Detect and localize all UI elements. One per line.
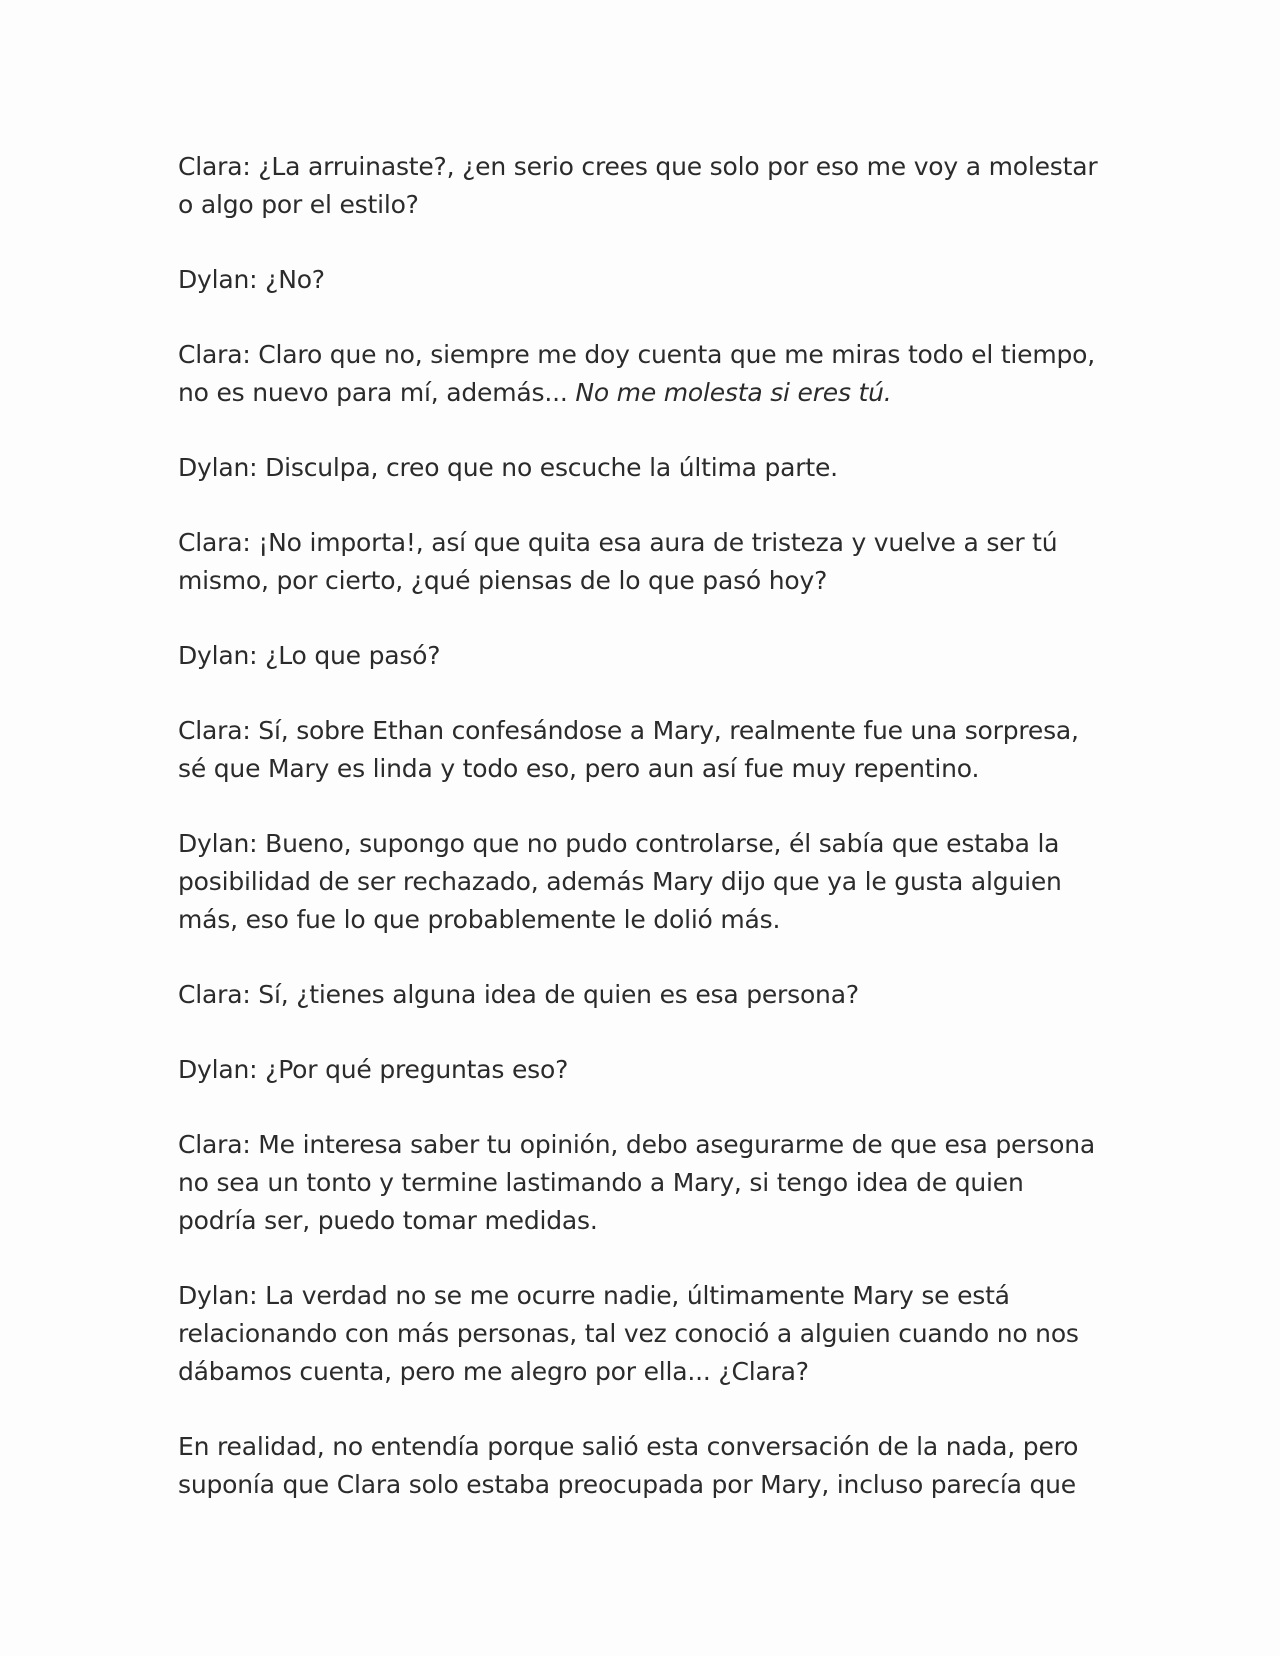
paragraph: [178, 336, 1098, 412]
paragraph: Dylan: Disculpa, creo que no escuche la última parte.: [178, 453, 838, 482]
paragraph: Clara: Me interesa saber tu opinión, debo asegurarme de que esa persona no sea un tonto y termine lastimando a Mary, si tengo idea de quien podría ser, puedo tomar medidas.: [178, 1130, 1095, 1235]
paragraph: Dylan: Bueno, supongo que no pudo controlarse, él sabía que estaba la posibilidad de ser rechazado, además Mary dijo que ya le gusta alguien más, eso fue lo que probablemente le dolió más.: [178, 829, 1062, 934]
paragraph: Dylan: La verdad no se me ocurre nadie, últimamente Mary se está relacionando con más personas, tal vez conoció a alguien cuando no nos dábamos cuenta, pero me alegro por ella... ¿Clara?: [178, 1281, 1079, 1386]
paragraph: En realidad, no entendía porque salió esta conversación de la nada, pero suponía que Clara solo estaba preocupada por Mary, incluso parecía que: [178, 1432, 1079, 1499]
document-page: [178, 148, 1098, 1541]
paragraph: Clara: ¡No importa!, así que quita esa aura de tristeza y vuelve a ser tú mismo, por cierto, ¿qué piensas de lo que pasó hoy?: [178, 528, 1058, 595]
paragraph: Dylan: ¿Por qué preguntas eso?: [178, 1055, 569, 1084]
paragraph: Dylan: ¿Lo que pasó?: [178, 641, 441, 670]
paragraph: Clara: Sí, ¿tienes alguna idea de quien es esa persona?: [178, 980, 859, 1009]
paragraph-italic-text: No me molesta si eres tú.: [575, 378, 892, 407]
paragraph: Clara: ¿La arruinaste?, ¿en serio crees que solo por eso me voy a molestar o algo por el estilo?: [178, 152, 1098, 219]
paragraph-text: Clara: Claro que no, siempre me doy cuenta que me miras todo el tiempo, no es nuevo para mí, además...: [178, 340, 1096, 407]
paragraph: Dylan: ¿No?: [178, 265, 325, 294]
paragraph: Clara: Sí, sobre Ethan confesándose a Mary, realmente fue una sorpresa, sé que Mary es linda y todo eso, pero aun así fue muy repentino.: [178, 716, 1079, 783]
